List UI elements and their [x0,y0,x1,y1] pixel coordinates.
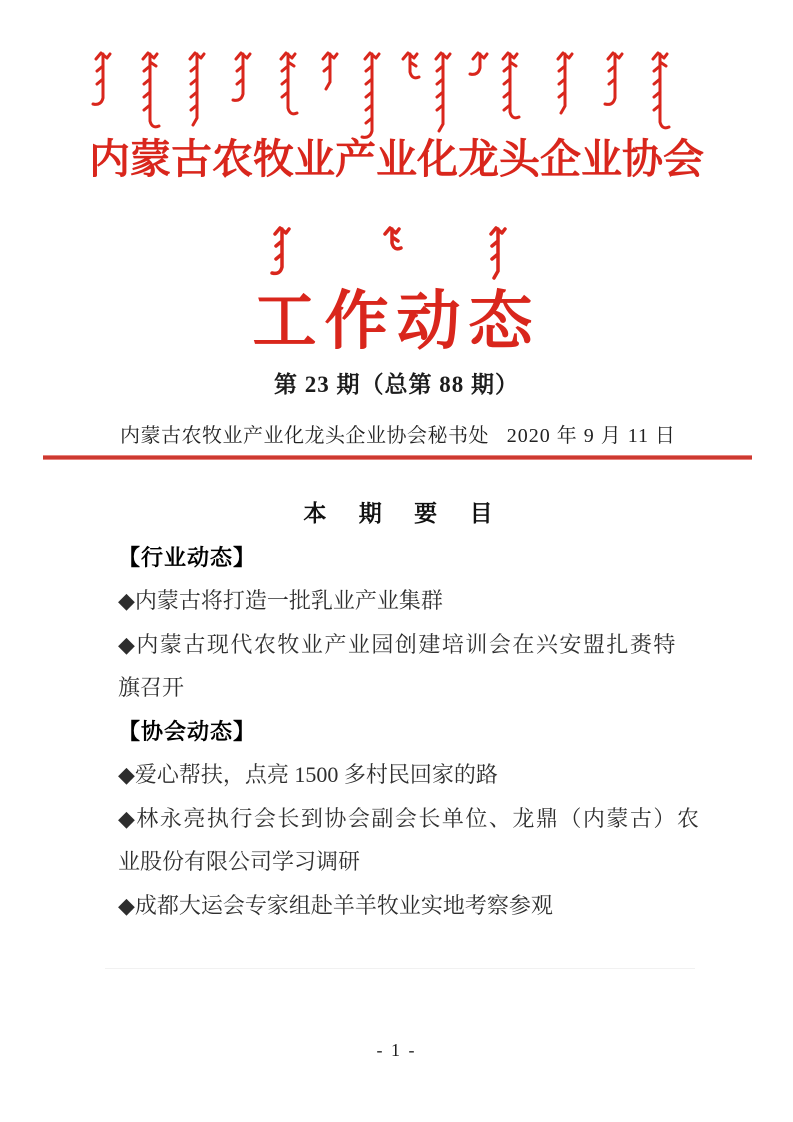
mongolian-word-glyph [272,228,289,273]
mongolian-word-glyph [653,53,669,128]
toc-item: ◆内蒙古将打造一批乳业产业集群 [118,588,443,613]
mongolian-word-glyph [403,53,419,78]
toc-section-label: 【行业动态】 [118,544,257,570]
toc-item: ◆林永亮执行会长到协会副会长单位、龙鼎（内蒙古）农 [118,805,701,831]
toc-sections [118,536,701,928]
mongolian-word-glyph [558,53,572,113]
bulletin-title: 工作动态 [252,286,541,357]
toc-item: ◆爱心帮扶，点亮 1500 多村民回家的路 [118,762,498,787]
mongolian-word-glyph [190,53,204,125]
mongolian-word-glyph [436,53,450,131]
toc-section-label: 【协会动态】 [118,718,257,744]
toc-item: ◆成都大运会专家组赴羊羊牧业实地考察参观 [118,892,553,918]
organization-title: 内蒙古农牧业产业化龙头企业协会 [89,136,704,182]
issue-number-line: 第 23 期（总第 88 期） [274,372,519,397]
mongolian-word-glyph [605,53,622,104]
mongolian-word-glyph [281,53,297,114]
mongolian-word-glyph [93,53,110,104]
mongolian-word-glyph [503,53,519,118]
mongolian-word-glyph [362,53,379,137]
toc-item-continuation: 业股份有限公司学习调研 [118,849,361,874]
table-of-contents [118,492,701,927]
mongolian-word-glyph [233,53,250,100]
mongolian-word-glyph [143,53,159,127]
red-divider-rule [43,455,752,460]
toc-item-continuation: 旗召开 [118,675,185,700]
page-number: - 1 - [376,1040,417,1060]
mongolian-word-glyph [323,53,337,89]
faint-scan-line [105,968,695,969]
publication-date: 2020 年 9 月 11 日 [506,425,676,447]
toc-heading: 本 期 要 目 [303,500,506,526]
publisher-name: 内蒙古农牧业产业化龙头企业协会秘书处 [120,425,489,447]
toc-item: ◆内蒙古现代农牧业产业园创建培训会在兴安盟扎赉特 [118,631,677,657]
publisher-row [120,419,676,448]
mongolian-word-glyph [470,53,487,74]
mongolian-word-glyph [385,228,401,249]
